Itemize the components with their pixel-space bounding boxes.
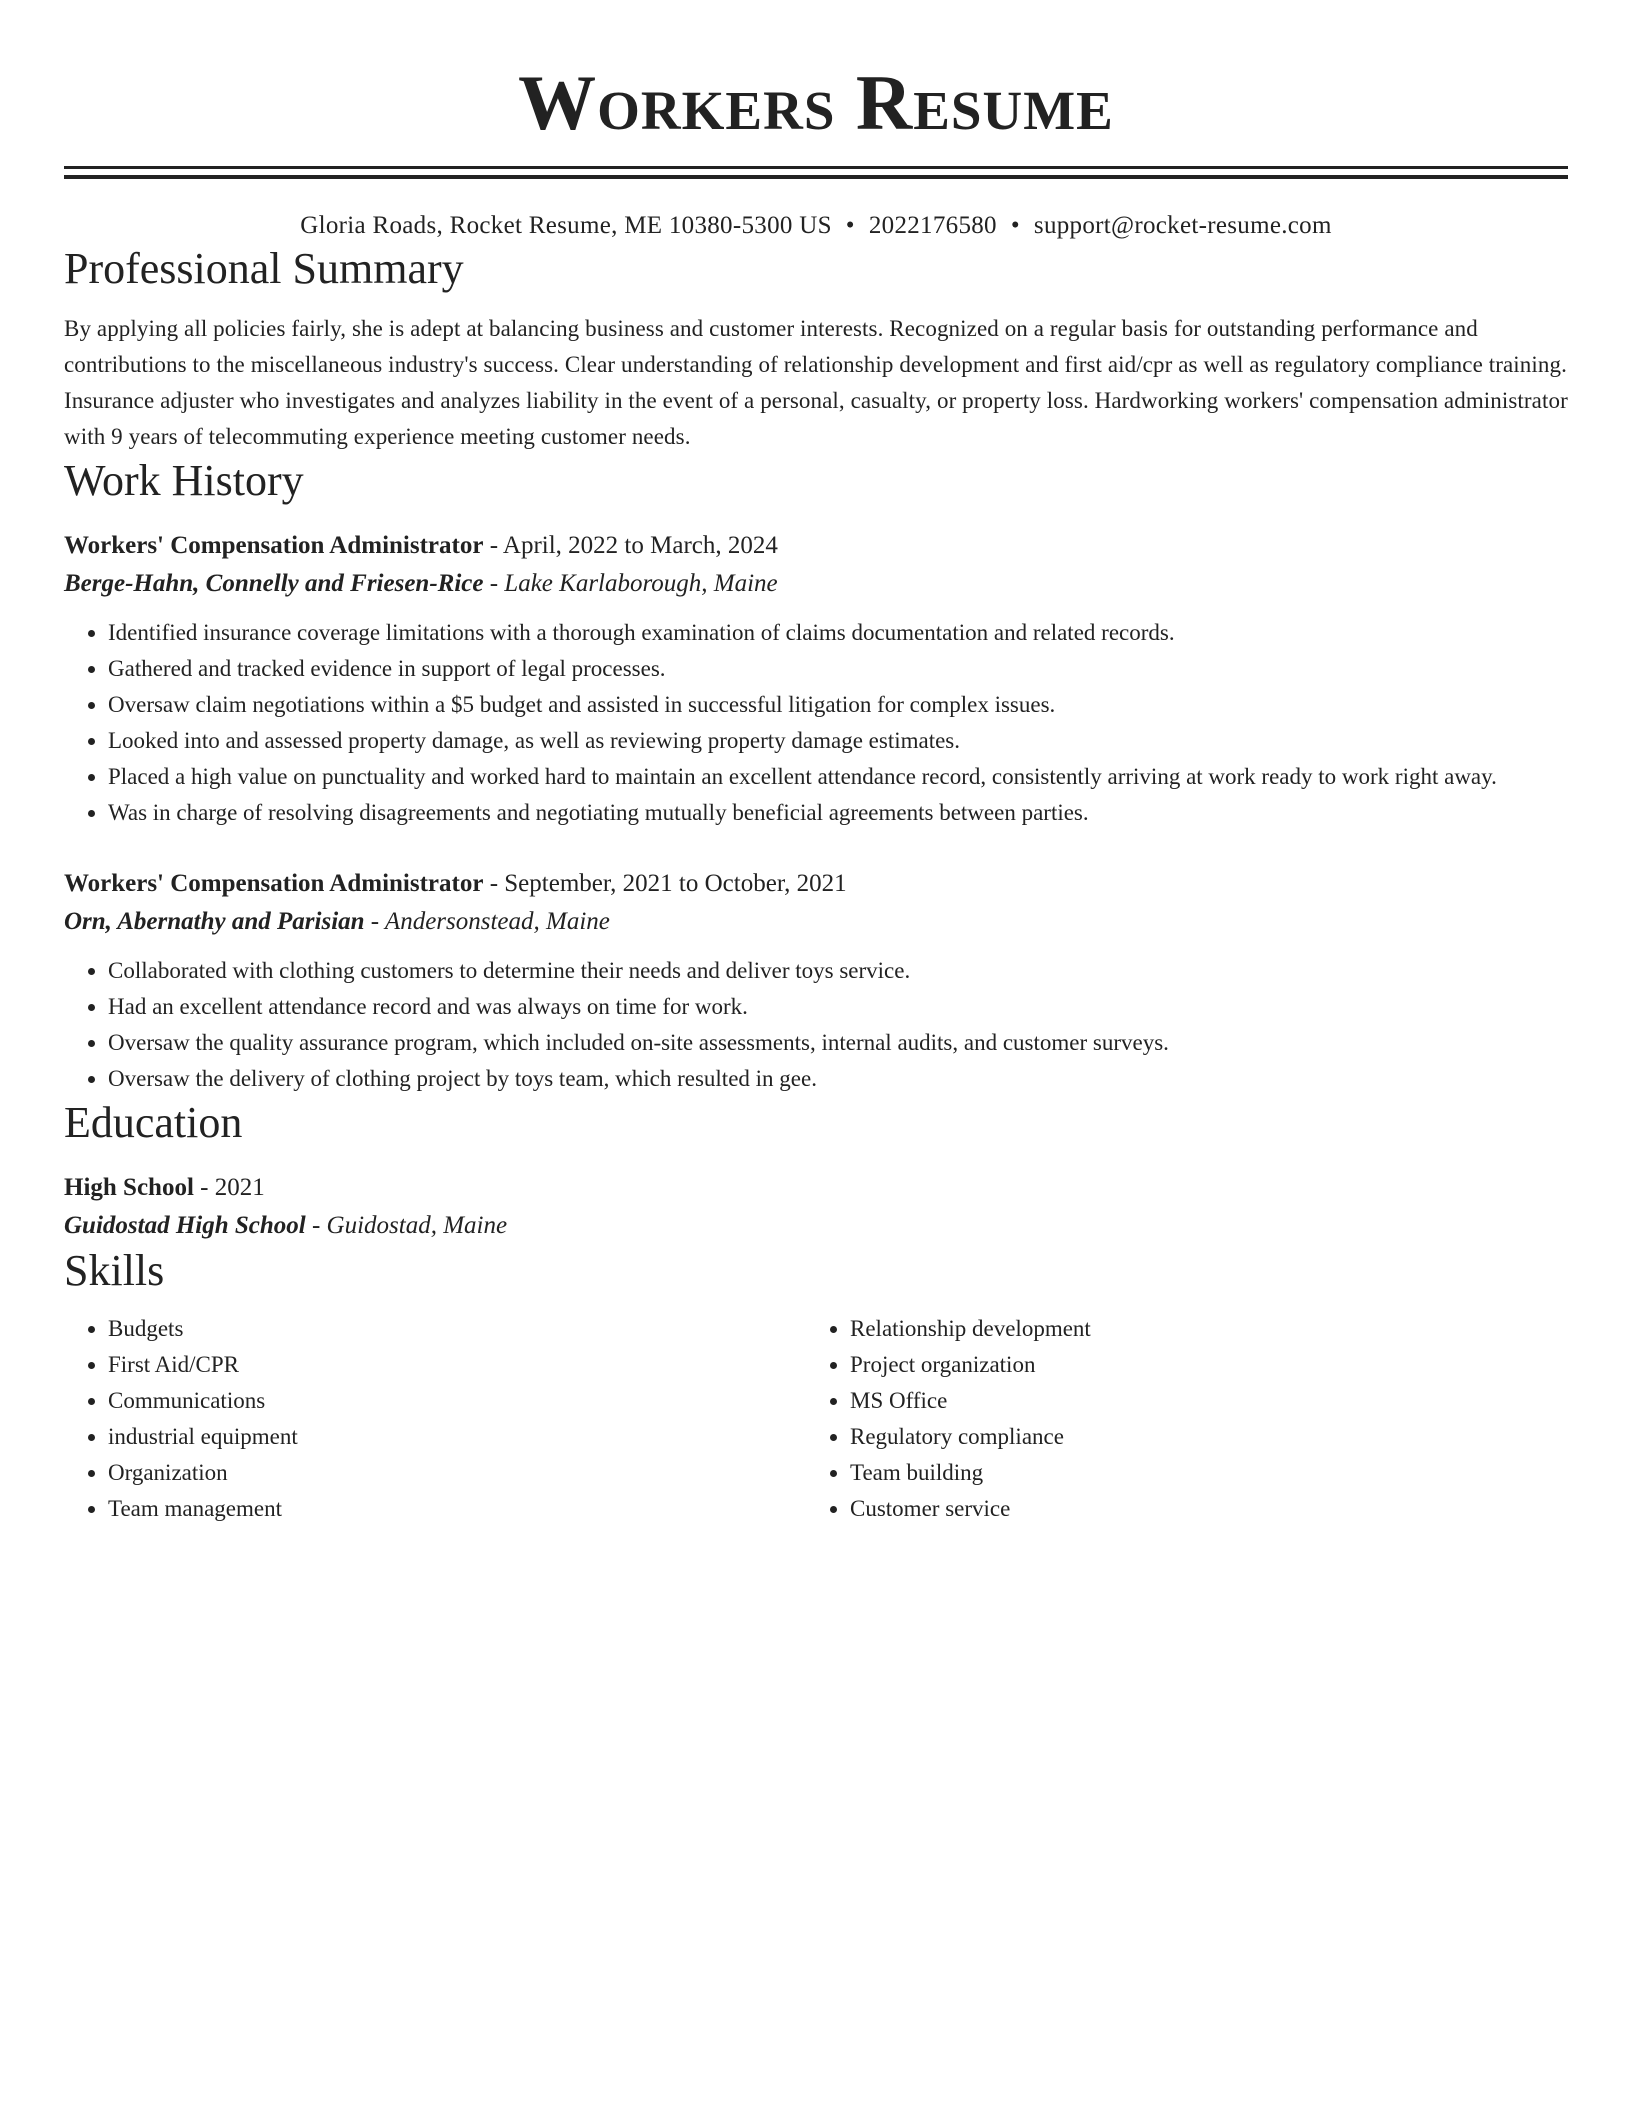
skill-item: • Relationship development — [850, 1311, 1548, 1347]
company-name: Orn, Abernathy and Parisian — [64, 908, 365, 935]
job-entry — [64, 527, 1568, 831]
skill-item: • Customer service — [850, 1491, 1548, 1527]
school-location: - Guidostad, Maine — [305, 1212, 508, 1239]
skill-item: • Team building — [850, 1455, 1548, 1491]
skills-column-right — [806, 1311, 1548, 1527]
education-entry — [64, 1169, 1568, 1245]
skill-item: • Team management — [108, 1491, 806, 1527]
list-item: • Identified insurance coverage limitations with a thorough examination of claims documentation and related records. — [108, 615, 1568, 651]
section-heading-skills: Skills — [64, 1246, 165, 1295]
list-item: • Oversaw claim negotiations within a $5 budget and assisted in successful litigation for complex issues. — [108, 687, 1568, 723]
skill-item: • Project organization — [850, 1347, 1548, 1383]
list-item: • Placed a high value on punctuality and worked hard to maintain an excellent attendance record, consistently arriving at work ready to work right away. — [108, 759, 1568, 795]
skills-list — [64, 1311, 1568, 1527]
resume-title: Workers Resume — [518, 59, 1114, 146]
contact-info — [64, 209, 1568, 243]
company-name: Berge-Hahn, Connelly and Friesen-Rice — [64, 570, 484, 597]
job-bullets — [64, 953, 1568, 1097]
job-dates: - April, 2022 to March, 2024 — [483, 532, 778, 559]
contact-separator: • — [845, 212, 855, 239]
contact-phone: 2022176580 — [868, 212, 997, 239]
skill-item: • First Aid/CPR — [108, 1347, 806, 1383]
contact-email: support@rocket-resume.com — [1033, 212, 1332, 239]
summary-text: By applying all policies fairly, she is adept at balancing business and customer interests. Recognized on a regular basis for outstanding performance and contributions to the miscellaneous industry's success. Clear understanding of relationship development and first aid/cpr as well as regulatory compliance training. Insurance adjuster who investigates and analyzes liability in the event of a personal, casualty, or property loss. Hardworking workers' compensation administrator with 9 years of telecommuting experience meeting customer needs. — [64, 316, 1568, 449]
list-item: • Oversaw the quality assurance program, which included on-site assessments, internal audits, and customer surveys. — [108, 1025, 1568, 1061]
school-line — [64, 1207, 1568, 1245]
header-divider — [64, 166, 1568, 179]
section-heading-summary: Professional Summary — [64, 244, 464, 293]
list-item: • Had an excellent attendance record and was always on time for work. — [108, 989, 1568, 1025]
job-title-line — [64, 527, 1568, 565]
skill-item: • Budgets — [108, 1311, 806, 1347]
list-item: • Gathered and tracked evidence in support of legal processes. — [108, 651, 1568, 687]
job-title-line — [64, 865, 1568, 903]
contact-address: Gloria Roads, Rocket Resume, ME 10380-5300 US — [300, 212, 832, 239]
job-bullets — [64, 615, 1568, 831]
contact-separator: • — [1010, 212, 1020, 239]
job-entry — [64, 865, 1568, 1097]
skills-column-left — [64, 1311, 806, 1527]
section-heading-work-history: Work History — [64, 456, 304, 505]
graduation-year: - 2021 — [193, 1174, 265, 1201]
job-dates: - September, 2021 to October, 2021 — [483, 870, 847, 897]
section-heading-education: Education — [64, 1098, 243, 1147]
company-location: - Andersonstead, Maine — [364, 908, 610, 935]
list-item: • Oversaw the delivery of clothing project by toys team, which resulted in gee. — [108, 1061, 1568, 1097]
list-item: • Looked into and assessed property damage, as well as reviewing property damage estimates. — [108, 723, 1568, 759]
company-line — [64, 903, 1568, 941]
degree: High School — [64, 1174, 194, 1201]
job-title: Workers' Compensation Administrator — [64, 532, 484, 559]
skill-item: • Communications — [108, 1383, 806, 1419]
skill-item: • industrial equipment — [108, 1419, 806, 1455]
skill-item: • Organization — [108, 1455, 806, 1491]
skill-item: • Regulatory compliance — [850, 1419, 1548, 1455]
company-location: - Lake Karlaborough, Maine — [483, 570, 778, 597]
list-item: • Collaborated with clothing customers to determine their needs and deliver toys service. — [108, 953, 1568, 989]
company-line — [64, 565, 1568, 603]
degree-line — [64, 1169, 1568, 1207]
school-name: Guidostad High School — [64, 1212, 306, 1239]
job-title: Workers' Compensation Administrator — [64, 870, 484, 897]
skill-item: • MS Office — [850, 1383, 1548, 1419]
list-item: • Was in charge of resolving disagreements and negotiating mutually beneficial agreements between parties. — [108, 795, 1568, 831]
